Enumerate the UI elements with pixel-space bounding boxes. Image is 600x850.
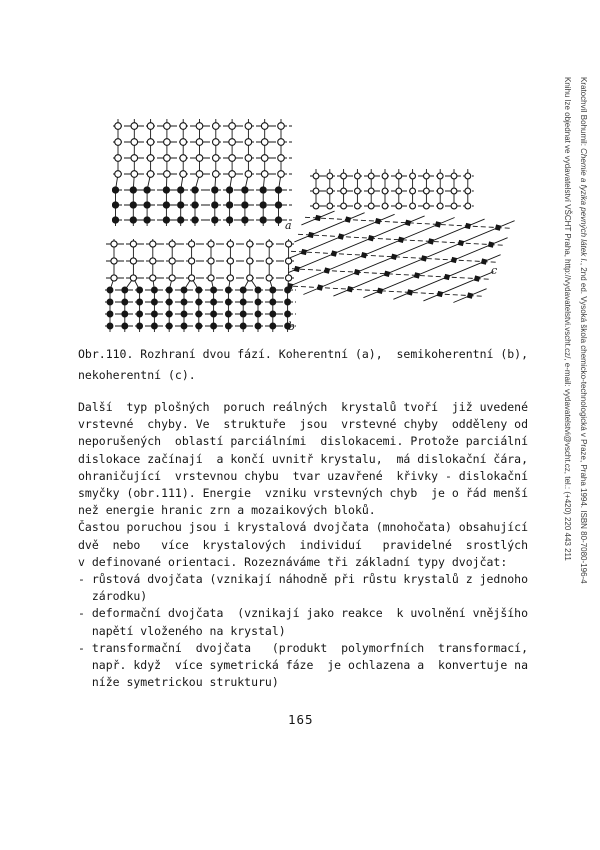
body-text-line: např. když více symetrická fáze je ochlazena a konvertuje na <box>78 658 529 673</box>
body-text-line: napětí vloženého na krystal) <box>78 623 286 638</box>
body-text-line: neporušených oblastí parciálními dislokacemi. Protože parciální <box>78 434 529 449</box>
figure-caption-line: nekoherentní (c). <box>78 368 196 382</box>
lattice-diagram-semicoherent-interface <box>103 237 299 339</box>
body-text-line: - růstová dvojčata (vznikají náhodně při růstu krystalů z jednoho <box>78 572 529 587</box>
lattice-diagram-coherent-interface <box>112 112 294 236</box>
body-text-line: níže symetrickou strukturu) <box>78 675 279 690</box>
watermark-citation <box>559 77 591 677</box>
citation-author: Kratochvíl Bohumil: <box>579 77 588 149</box>
body-text-line: dislokace začínají a končí uvnitř krystalu, má dislokační čára, <box>78 451 529 466</box>
watermark-citation-line <box>575 77 591 677</box>
body-text-line: - deformační dvojčata (vznikají jako reakce k uvolnění vnějšího <box>78 606 529 621</box>
watermark-order-line: Knihu lze objednat ve vydavatelství VŠCHT Praha, http://vydavatelstvi.vscht.cz/, e-mail: vydavatelstvi@vscht.cz, tel.: (+420) 220 443 211 <box>563 77 572 561</box>
body-text-line: - transformační dvojčata (produkt polymorfních transformací, <box>78 640 529 655</box>
body-text-line: dvě nebo více krystalových individuí pravidelné srostlých <box>78 537 529 552</box>
body-text-line: v definované orientaci. Rozeznáváme tři základní typy dvojčat: <box>78 554 508 569</box>
body-text-line: než energie hranic zrn a mozaikových bloků. <box>78 503 376 518</box>
figure-caption <box>78 344 528 386</box>
diagram-a-label: a <box>285 219 292 232</box>
citation-book-title: Chemie a fyzika pevných látek I. <box>579 148 588 263</box>
body-text-line: vrstevné chyby. Ve struktuře jsou vrstevné chyby odděleny od <box>78 417 529 432</box>
diagram-c-label: c <box>491 264 498 277</box>
lattice-diagram-incoherent-interface <box>288 160 523 312</box>
body-text-line: zárodku) <box>78 589 148 604</box>
diagram-b-label: b <box>288 320 296 333</box>
body-text-line: smyčky (obr.111). Energie vzniku vrstevných chyb je o řád menší <box>78 486 529 501</box>
figure-caption-line: Obr.110. Rozhraní dvou fází. Koherentní (a), semikoherentní (b), <box>78 347 529 361</box>
body-text-line: Další typ plošných poruch reálných krystalů tvoří již uvedené <box>78 400 529 414</box>
page-number: 165 <box>288 712 314 727</box>
body-text-line: Častou poruchou jsou i krystalová dvojčata (mnohočata) obsahující <box>78 520 529 535</box>
body-text <box>78 399 528 691</box>
body-text-line: ohraničující vrstevnou chybu tvar uzavřené křivky - dislokační <box>78 468 529 483</box>
citation-publisher: , 2nd ed. Vysoká škola chemicko-technologická v Praze, Praha 1994. ISBN 80-7080-196-4 <box>579 262 588 584</box>
